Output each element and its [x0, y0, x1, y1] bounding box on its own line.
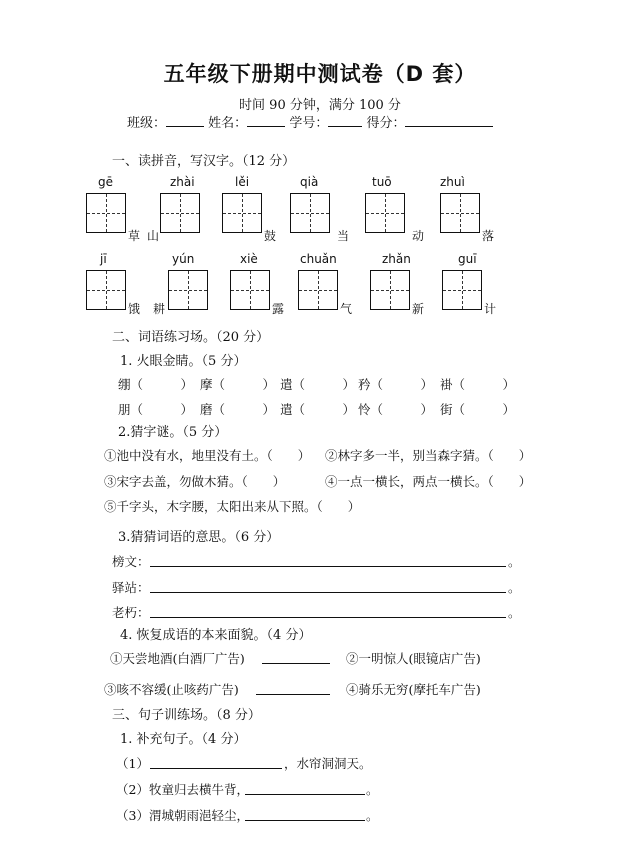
word-hint: 草 — [128, 229, 141, 243]
name-label: 姓名： — [208, 116, 248, 131]
char-group-item: 磨（ ） — [200, 402, 276, 417]
riddle-item: ⑤千字头，木字腰，太阳出来从下照。（ ） — [104, 499, 361, 514]
pinyin-label: tuō — [372, 175, 392, 189]
char-group-item: 怜（ ） — [358, 402, 434, 417]
idiom-item: ②一明惊人(眼镜店广告) — [346, 651, 481, 666]
question-title: 1. 火眼金睛。（5 分） — [120, 354, 247, 369]
answer-line[interactable] — [150, 617, 506, 618]
term-label: 驿站： — [112, 580, 150, 595]
class-field[interactable] — [166, 114, 204, 127]
char-group-item: 街（ ） — [440, 402, 516, 417]
hanzi-writing-box[interactable] — [86, 270, 126, 310]
answer-line[interactable] — [256, 694, 330, 695]
word-hint: 露 — [272, 302, 285, 316]
word-hint: 动 — [412, 229, 425, 243]
hanzi-writing-box[interactable] — [86, 193, 126, 233]
char-group-item: 摩（ ） — [200, 377, 276, 392]
char-group-item: 矜（ ） — [358, 377, 434, 392]
riddle-item: ④一点一横长，两点一横长。（ ） — [325, 474, 532, 489]
student-info-row — [127, 112, 493, 131]
idiom-item: ①天尝地酒(白酒厂广告) — [110, 651, 245, 666]
riddle-item: ③宋字去盖，勿做木猜。（ ） — [104, 474, 286, 489]
riddle-item: ②林字多一半，别当森字猜。（ ） — [325, 448, 532, 463]
word-hint: 耕 — [153, 302, 166, 316]
pinyin-label: jī — [100, 252, 107, 266]
pinyin-label: yún — [172, 252, 195, 266]
section-3-title: 三、句子训练场。（8 分） — [112, 708, 261, 723]
exam-time-info: 时间 90 分钟，满分 100 分 — [239, 98, 401, 113]
hanzi-writing-box[interactable] — [290, 193, 330, 233]
pinyin-label: guī — [458, 252, 477, 266]
answer-line[interactable] — [262, 663, 330, 664]
term-label: 老朽： — [112, 605, 150, 620]
word-hint: 气 — [340, 302, 353, 316]
hanzi-writing-box[interactable] — [442, 270, 482, 310]
word-hint: 当 — [337, 229, 350, 243]
term-label: 榜文： — [112, 554, 150, 569]
char-group-item: 遣（ ） — [280, 402, 356, 417]
answer-line[interactable] — [150, 592, 506, 593]
hanzi-writing-box[interactable] — [160, 193, 200, 233]
pinyin-label: zhǎn — [382, 252, 411, 266]
sentence-suffix: 。 — [366, 782, 379, 797]
answer-line[interactable] — [245, 820, 365, 821]
word-hint: 饿 — [128, 302, 141, 316]
word-hint: 落 — [482, 229, 495, 243]
sentence-prefix: （1） — [116, 756, 149, 771]
char-group-item: 绷（ ） — [118, 377, 194, 392]
pinyin-label: zhuì — [440, 175, 465, 189]
score-label: 得分： — [366, 116, 406, 131]
sentence-prefix: （3）渭城朝雨浥轻尘， — [116, 808, 249, 823]
hanzi-writing-box[interactable] — [222, 193, 262, 233]
section-2-title: 二、词语练习场。（20 分） — [112, 330, 270, 345]
period-mark: 。 — [508, 605, 521, 620]
hanzi-writing-box[interactable] — [168, 270, 208, 310]
sentence-suffix: 。 — [366, 808, 379, 823]
idiom-item: ③咳不容缓(止咳药广告) — [104, 682, 239, 697]
char-group-item: 褂（ ） — [440, 377, 516, 392]
word-hint: 计 — [484, 302, 497, 316]
pinyin-label: gē — [98, 175, 113, 189]
class-label: 班级： — [127, 116, 167, 131]
name-field[interactable] — [247, 114, 285, 127]
student-id-field[interactable] — [328, 114, 362, 127]
word-hint: 新 — [412, 302, 425, 316]
char-group-item: 朋（ ） — [118, 402, 194, 417]
student-id-label: 学号： — [289, 116, 329, 131]
hanzi-writing-box[interactable] — [370, 270, 410, 310]
period-mark: 。 — [508, 580, 521, 595]
question-title: 3.猜猜词语的意思。（6 分） — [118, 530, 280, 545]
hanzi-writing-box[interactable] — [230, 270, 270, 310]
hanzi-writing-box[interactable] — [365, 193, 405, 233]
sentence-prefix: （2）牧童归去横牛背， — [116, 782, 249, 797]
hanzi-writing-box[interactable] — [298, 270, 338, 310]
page-title: 五年级下册期中测试卷（D 套） — [163, 62, 477, 86]
section-1-title: 一、读拼音，写汉字。（12 分） — [112, 154, 296, 169]
pinyin-label: qià — [300, 175, 319, 189]
idiom-item: ④骑乐无穷(摩托车广告) — [346, 682, 481, 697]
hanzi-writing-box[interactable] — [440, 193, 480, 233]
score-field[interactable] — [405, 114, 493, 127]
answer-line[interactable] — [150, 566, 506, 567]
answer-line[interactable] — [245, 794, 365, 795]
pinyin-label: zhài — [170, 175, 195, 189]
riddle-item: ①池中没有水，地里没有土。（ ） — [104, 448, 311, 463]
question-title: 2.猜字谜。（5 分） — [118, 425, 228, 440]
period-mark: 。 — [508, 554, 521, 569]
word-hint: 鼓 — [264, 229, 277, 243]
char-group-item: 遣（ ） — [280, 377, 356, 392]
pinyin-label: chuǎn — [300, 252, 337, 266]
answer-line[interactable] — [150, 768, 282, 769]
sentence-suffix: ，水帘洞洞天。 — [284, 756, 372, 771]
pinyin-label: lěi — [235, 175, 250, 189]
question-title: 1. 补充句子。（4 分） — [120, 732, 247, 747]
pinyin-label: xiè — [240, 252, 258, 266]
word-hint: 山 — [147, 229, 160, 243]
question-title: 4. 恢复成语的本来面貌。（4 分） — [120, 628, 312, 643]
